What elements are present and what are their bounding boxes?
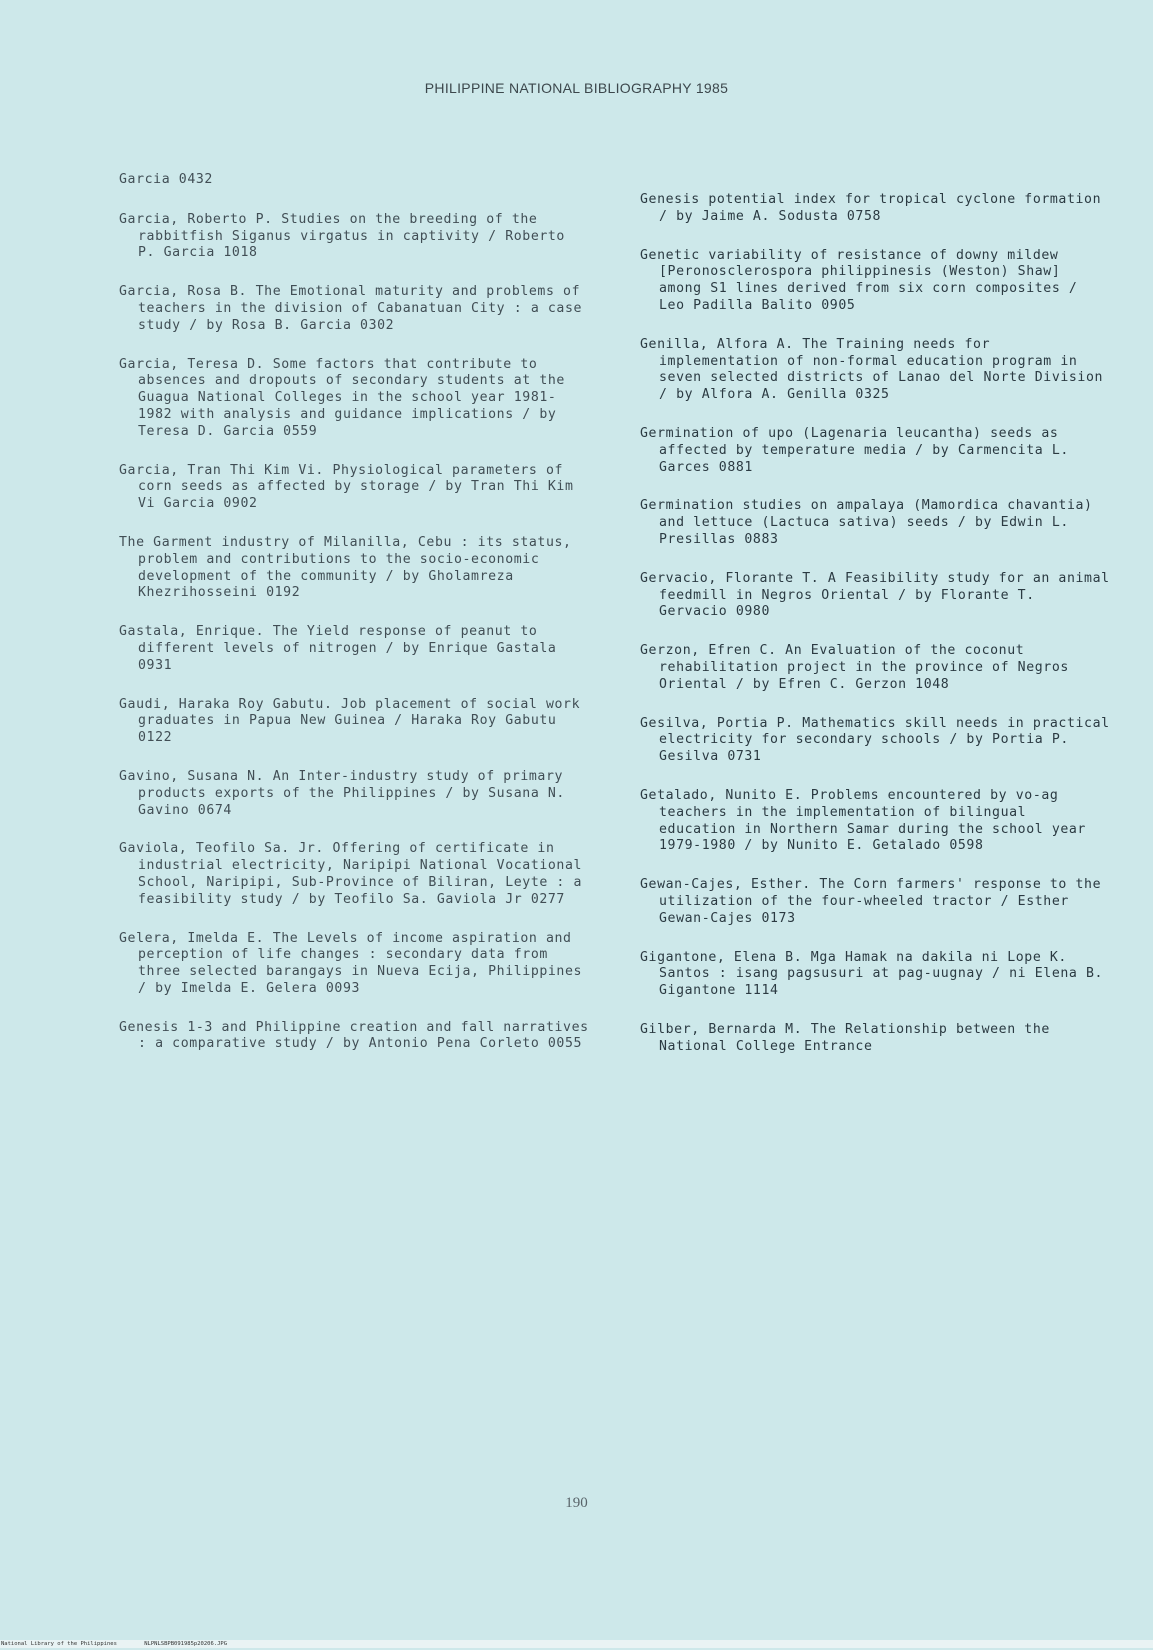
- bibliography-entry: Genetic variability of resistance of downy mildew [Peronosclerospora philippinesis (Weston) Shaw] among S1 lines derived from six corn composites / Leo Padilla Balito 0905: [640, 247, 1086, 313]
- bibliography-entry: Genesis potential index for tropical cyclone formation / by Jaime A. Sodusta 0758: [640, 192, 1110, 224]
- bibliography-entry: Garcia, Tran Thi Kim Vi. Physiological parameters of corn seeds as affected by storage / by Tran Thi Kim Vi Garcia 0902: [119, 462, 583, 512]
- bibliography-entry: Genesis 1-3 and Philippine creation and fall narratives : a comparative study / by Antonio Pena Corleto 0055: [119, 1019, 598, 1052]
- bibliography-entry: Gesilva, Portia P. Mathematics skill needs in practical electricity for secondary schools / by Portia P. Gesilva 0731: [640, 715, 1119, 765]
- bibliography-entry: Gewan-Cajes, Esther. The Corn farmers' response to the utilization of the four-wheeled tractor / Esther Gewan-Cajes 0173: [640, 877, 1110, 926]
- bibliography-entry: Getalado, Nunito E. Problems encountered by vo-ag teachers in the implementation of bilingual education in Northern Samar during the school year 1979-1980 / by Nunito E. Getalado 0598: [640, 787, 1095, 854]
- bibliography-entry: Gaudi, Haraka Roy Gabutu. Job placement of social work graduates in Papua New Guinea / Haraka Roy Gabutu 0122: [119, 696, 589, 746]
- bibliography-entry: Gavino, Susana N. An Inter-industry study of primary products exports of the Philippines / by Susana N. Gavino 0674: [119, 768, 574, 818]
- footer-filename: NLPNLSBPB091985p20206.JPG: [144, 1641, 228, 1647]
- bibliography-entry: Gerzon, Efren C. An Evaluation of the coconut rehabilitation project in the province of Negros Oriental / by Efren C. Gerzon 1048: [640, 643, 1078, 692]
- footer-library: National Library of the Philippines: [1, 1641, 117, 1647]
- bibliography-entry: Garcia 0432: [119, 172, 213, 187]
- page-number: 190: [565, 1495, 588, 1511]
- bibliography-entry: Gelera, Imelda E. The Levels of income aspiration and perception of life changes : secondary data from three selected barangays in Nueva Ecija, Philippines / by Imelda E. Gelera 0093: [119, 930, 591, 996]
- bibliography-entry: Germination of upo (Lagenaria leucantha) seeds as affected by temperature media / by Carmencita L. Garces 0881: [640, 425, 1078, 475]
- bibliography-entry: Garcia, Teresa D. Some factors that contribute to absences and dropouts of secondary students at the Guagua National Colleges in the school year 1981-1982 with analysis and guidance implications / by Teresa D. Garcia 0559: [119, 356, 574, 439]
- bibliography-entry: Gervacio, Florante T. A Feasibility study for an animal feedmill in Negros Oriental / by Florante T. Gervacio 0980: [640, 570, 1119, 620]
- left-column: [119, 172, 598, 1075]
- bibliography-entry: Gigantone, Elena B. Mga Hamak na dakila ni Lope K. Santos : isang pagsusuri at pag-uugnay / ni Elena B. Gigantone 1114: [640, 949, 1112, 999]
- bibliography-entry: Gilber, Bernarda M. The Relationship between the National College Entrance: [640, 1021, 1059, 1054]
- bibliography-entry: Genilla, Alfora A. The Training needs for implementation of non-formal education program in seven selected districts of Lanao del Norte Division / by Alfora A. Genilla 0325: [640, 336, 1112, 403]
- scan-footer: [0, 1640, 1153, 1648]
- bibliography-entry: Gaviola, Teofilo Sa. Jr. Offering of certificate in industrial electricity, Naripipi National Vocational School, Naripipi, Sub-Province of Biliran, Leyte : a feasibility study / by Teofilo Sa. Gaviola Jr 0277: [119, 841, 591, 907]
- bibliography-entry: Gastala, Enrique. The Yield response of peanut to different levels of nitrogen / by Enrique Gastala 0931: [119, 624, 565, 673]
- right-column: [640, 192, 1119, 1077]
- bibliography-entry: The Garment industry of Milanilla, Cebu : its status, problem and contributions to the socio-economic development of the community / by Gholamreza Khezrihosseini 0192: [119, 534, 581, 601]
- bibliography-entry: Garcia, Roberto P. Studies on the breeding of the rabbitfish Siganus virgatus in captivity / Roberto P. Garcia 1018: [119, 211, 574, 261]
- page-header: PHILIPPINE NATIONAL BIBLIOGRAPHY 1985: [424, 80, 729, 96]
- bibliography-entry: Garcia, Rosa B. The Emotional maturity and problems of teachers in the division of Cabanatuan City : a case study / by Rosa B. Garcia 0302: [119, 284, 591, 333]
- bibliography-entry: Germination studies on ampalaya (Mamordica chavantia) and lettuce (Lactuca sativa) seeds / by Edwin L. Presillas 0883: [640, 498, 1102, 547]
